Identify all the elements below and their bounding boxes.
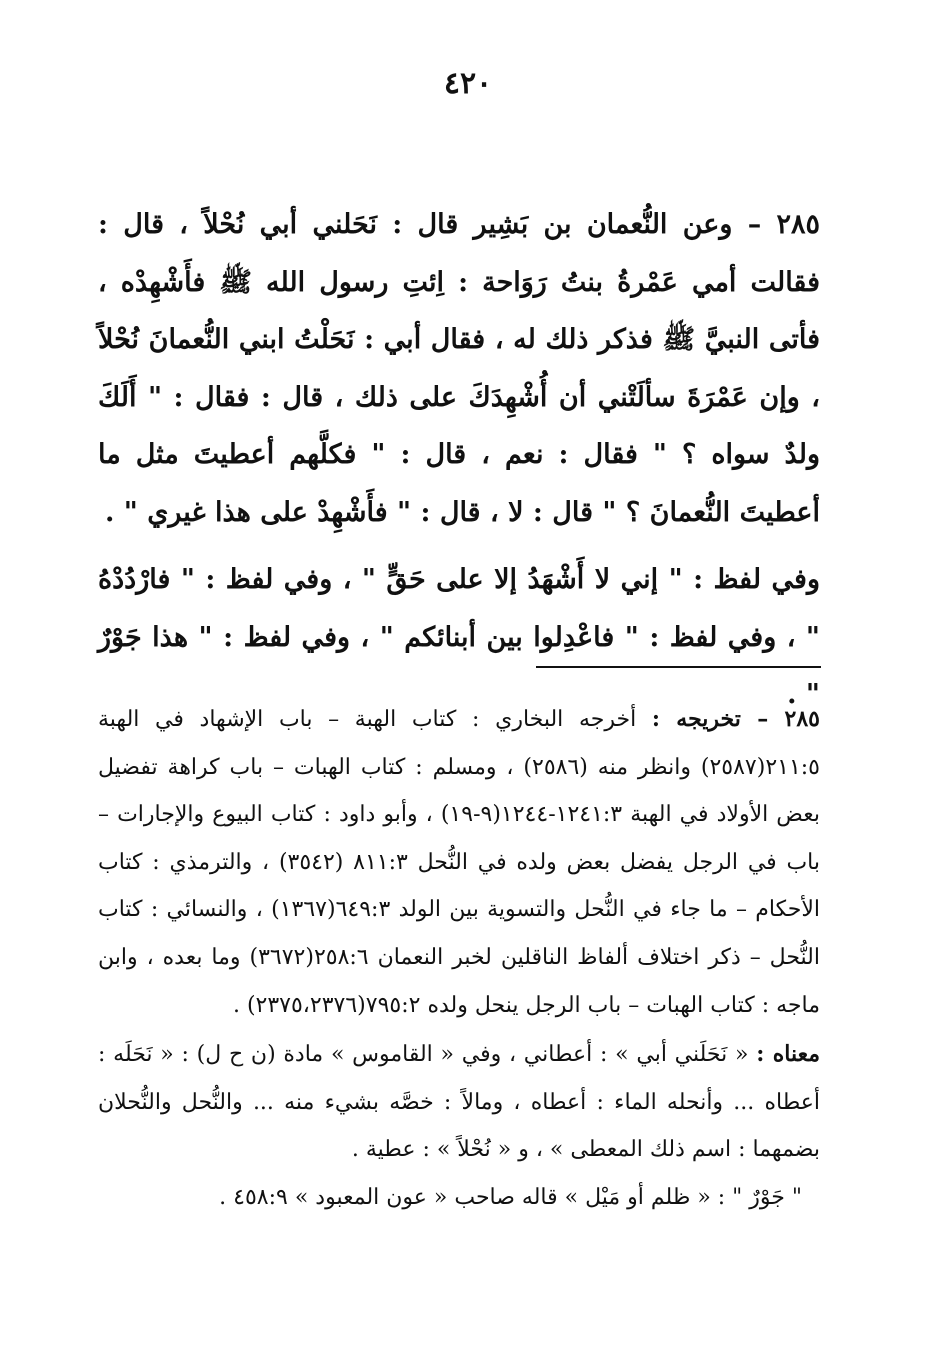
meaning-label: معناه : (756, 1041, 820, 1068)
meaning-text: « نَحَلَني أبي » : أعطاني ، وفي « القاموس » مادة (ن ح ل) : « نَحَلَه : أعطاه ... وأنحله الماء : أعطاه ، ومالاً : خصَّه بشيء منه ... والنُّحل والنُّحلان بضمهما : اسم ذلك المعطى » ، و « نُحْلاً » : عطية . (98, 1042, 820, 1163)
hadith-text: ٢٨٥ – وعن النُّعمان بن بَشِير قال : نَحَلني أبي نُحْلاً ، قال : فقالت أمي عَمْرةُ بنتُ رَوَاحة : اِئتِ رسول الله ﷺ فأَشْهِدْه ، فأتى النبيَّ ﷺ فذكر ذلك له ، فقال أبي : نَحَلْتُ ابني النُّعمانَ نُحْلاً ، وإن عَمْرَةَ سألَتْني أن أُشْهِدَكَ على ذلك ، قال : فقال : " أَلَكَ ولدٌ سواه ؟ " فقال : نعم ، قال : " فكلَّهم أعطيتَ مثل ما أعطيتَ النُّعمانَ ؟ " قال : لا ، قال : " فأَشْهِدْ على هذا غيري " . (98, 209, 820, 528)
takhrij-text: أخرجه البخاري : كتاب الهبة – باب الإشهاد في الهبة ٢١١:٥(٢٥٨٧) وانظر منه (٢٥٨٦) ، ومسلم : كتاب الهبات – باب كراهة تفضيل بعض الأولاد في الهبة ١٢٤١:٣-١٢٤٤(٩-١٩) ، وأبو داود : كتاب البيوع والإجارات – باب في الرجل يفضل بعض ولده في النُّحل ٨١١:٣ (٣٥٤٢) ، والترمذي : كتاب الأحكام – ما جاء في النُّحل والتسوية بين الولد ٦٤٩:٣(١٣٦٧) ، والنسائي : كتاب النُّحل – ذكر اختلاف ألفاظ الناقلين لخبر النعمان ٢٥٨:٦(٣٦٧٢) وما بعده ، وابن ماجه : كتاب الهبات – باب الرجل ينحل ولده ٧٩٥:٢(٢٣٧٥،٢٣٧٦) . (98, 707, 821, 1018)
takhrij-label: ٢٨٥ – تخريجه : (651, 706, 820, 732)
page-number: ٤٢٠ (443, 66, 493, 101)
footnotes (98, 696, 820, 1222)
meaning-paragraph (98, 1031, 820, 1174)
hadith-variants: وفي لفظ : " إني لا أَشْهَدُ إلا على حَقٍّ " ، وفي لفظ : " فارْدُدْهُ " ، وفي لفظ : " فاعْدِلوا بين أبنائكم " ، وفي لفظ : " هذا جَوْرٌ " . (98, 564, 820, 710)
jawr-note: " جَوْرٌ " : « ظلم أو مَيْل » قاله صاحب « عون المعبود » ٤٥٨:٩ . (219, 1184, 802, 1210)
footnote-divider (536, 666, 821, 668)
takhrij-paragraph (98, 696, 820, 1029)
hadith-body (98, 196, 820, 724)
